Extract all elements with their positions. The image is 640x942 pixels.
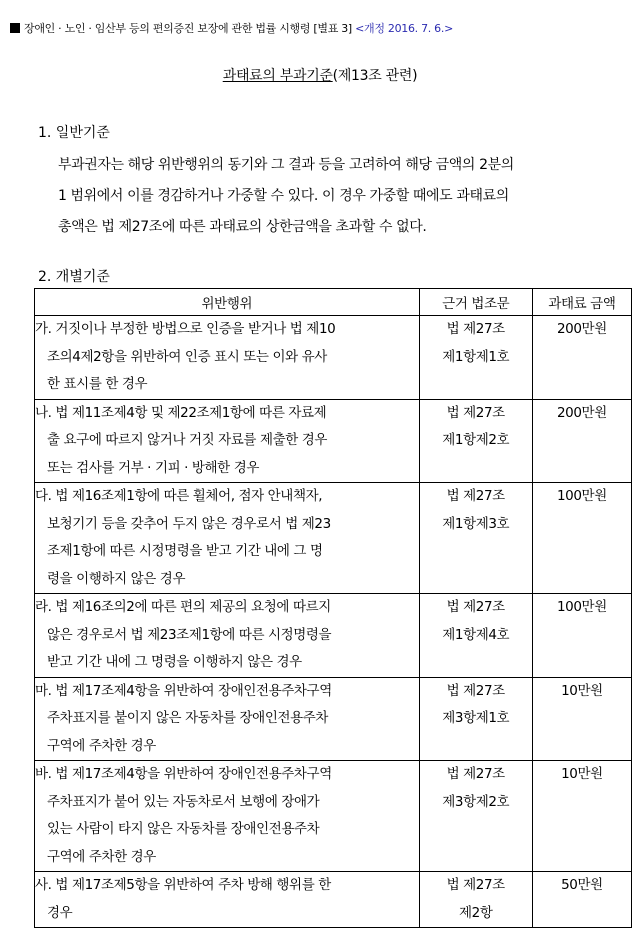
violation-cell bbox=[35, 594, 420, 678]
fine-amount-cell: 100만원 bbox=[532, 483, 631, 594]
legal-basis-cell bbox=[419, 594, 532, 678]
document-title bbox=[0, 65, 640, 85]
column-header-fine-amount: 과태료 금액 bbox=[532, 289, 631, 316]
general-text-line: 총액은 법 제27조에 따른 과태료의 상한금액을 초과할 수 없다. bbox=[58, 219, 427, 235]
table-row bbox=[35, 677, 632, 761]
violation-line: 바. 법 제17조제4항을 위반하여 장애인전용주차구역 bbox=[35, 766, 332, 782]
legal-basis-cell bbox=[419, 399, 532, 483]
title-sub: (제13조 관련) bbox=[332, 68, 418, 84]
legal-basis-cell bbox=[419, 677, 532, 761]
violation-line: 다. 법 제16조제1항에 따른 휠체어, 점자 안내책자, bbox=[35, 488, 323, 504]
general-criteria-text bbox=[58, 150, 626, 243]
legal-basis-line: 제2항 bbox=[458, 904, 493, 921]
legal-basis-line: 법 제27조 bbox=[446, 488, 505, 504]
violation-line: 한 표시를 한 경우 bbox=[47, 376, 148, 392]
legal-basis-cell bbox=[419, 316, 532, 400]
fine-amount-cell: 50만원 bbox=[532, 872, 631, 928]
violation-line: 라. 법 제16조의2에 따른 편의 제공의 요청에 따르지 bbox=[35, 599, 331, 615]
table-row bbox=[35, 316, 632, 400]
legal-basis-line: 법 제27조 bbox=[446, 599, 505, 615]
violation-line: 경우 bbox=[47, 904, 73, 921]
violation-line: 주차표지가 붙어 있는 자동차로서 보행에 장애가 bbox=[47, 793, 320, 810]
violation-line: 또는 검사를 거부 · 기피 · 방해한 경우 bbox=[47, 459, 259, 476]
legal-basis-line: 법 제27조 bbox=[446, 404, 505, 421]
violation-line: 조의4제2항을 위반하여 인증 표시 또는 이와 유사 bbox=[47, 348, 327, 365]
table-row bbox=[35, 483, 632, 594]
fine-amount-cell: 10만원 bbox=[532, 677, 631, 761]
fine-amount-cell: 200만원 bbox=[532, 316, 631, 400]
violation-cell bbox=[35, 761, 420, 872]
title-main: 과태료의 부과기준 bbox=[222, 68, 333, 84]
legal-basis-cell bbox=[419, 761, 532, 872]
violation-line: 구역에 주차한 경우 bbox=[47, 848, 156, 865]
legal-basis-line: 법 제27조 bbox=[446, 321, 505, 337]
legal-basis-line: 제3항제2호 bbox=[442, 793, 510, 810]
legal-basis-line: 제1항제3호 bbox=[442, 515, 510, 532]
violation-line: 가. 거짓이나 부정한 방법으로 인증을 받거나 법 제10 bbox=[35, 321, 336, 337]
document-header bbox=[10, 20, 453, 36]
violation-line: 보청기기 등을 갖추어 두지 않은 경우로서 법 제23 bbox=[47, 515, 331, 532]
general-criteria-heading: 1. 일반기준 bbox=[38, 125, 110, 141]
penalty-table bbox=[34, 288, 632, 928]
table-row bbox=[35, 399, 632, 483]
violation-line: 마. 법 제17조제4항을 위반하여 장애인전용주차구역 bbox=[35, 682, 332, 699]
legal-basis-line: 법 제27조 bbox=[446, 877, 505, 893]
violation-cell bbox=[35, 399, 420, 483]
legal-basis-line: 법 제27조 bbox=[446, 766, 505, 782]
table-row bbox=[35, 872, 632, 928]
violation-cell bbox=[35, 872, 420, 928]
violation-line: 령을 이행하지 않은 경우 bbox=[47, 570, 186, 587]
violation-line: 받고 기간 내에 그 명령을 이행하지 않은 경우 bbox=[47, 654, 302, 670]
square-bullet-icon bbox=[10, 23, 20, 33]
fine-amount-cell: 10만원 bbox=[532, 761, 631, 872]
violation-line: 나. 법 제11조제4항 및 제22조제1항에 따른 자료제 bbox=[35, 404, 327, 421]
legal-basis-line: 제1항제1호 bbox=[442, 348, 510, 365]
legal-basis-line: 법 제27조 bbox=[446, 682, 505, 699]
fine-amount-cell: 100만원 bbox=[532, 594, 631, 678]
violation-line: 있는 사람이 타지 않은 자동차를 장애인전용주차 bbox=[47, 821, 320, 837]
amendment-date-link[interactable]: <개정 2016. 7. 6.> bbox=[355, 22, 453, 35]
violation-cell bbox=[35, 316, 420, 400]
violation-line: 않은 경우로서 법 제23조제1항에 따른 시정명령을 bbox=[47, 626, 332, 643]
table-header-row bbox=[35, 289, 632, 316]
header-text: 장애인 · 노인 · 임산부 등의 편의증진 보장에 관한 법률 시행령 [별표 3] bbox=[24, 22, 352, 35]
violation-cell bbox=[35, 483, 420, 594]
individual-criteria-heading: 2. 개별기준 bbox=[38, 269, 110, 285]
violation-line: 주차표지를 붙이지 않은 자동차를 장애인전용주차 bbox=[47, 710, 329, 726]
column-header-legal-basis: 근거 법조문 bbox=[419, 289, 532, 316]
violation-line: 출 요구에 따르지 않거나 거짓 자료를 제출한 경우 bbox=[47, 432, 328, 448]
legal-basis-line: 제3항제1호 bbox=[442, 710, 510, 726]
table-row bbox=[35, 594, 632, 678]
legal-basis-line: 제1항제4호 bbox=[442, 626, 510, 643]
general-text-line: 부과권자는 해당 위반행위의 동기와 그 결과 등을 고려하여 해당 금액의 2분의 bbox=[58, 157, 514, 173]
legal-basis-cell bbox=[419, 483, 532, 594]
violation-line: 조제1항에 따른 시정명령을 받고 기간 내에 그 명 bbox=[47, 543, 323, 559]
column-header-violation: 위반행위 bbox=[35, 289, 420, 316]
legal-basis-line: 제1항제2호 bbox=[442, 432, 510, 448]
violation-cell bbox=[35, 677, 420, 761]
violation-line: 구역에 주차한 경우 bbox=[47, 737, 156, 754]
legal-basis-cell bbox=[419, 872, 532, 928]
table-row bbox=[35, 761, 632, 872]
general-text-line: 1 범위에서 이를 경감하거나 가중할 수 있다. 이 경우 가중할 때에도 과태료의 bbox=[58, 188, 509, 204]
fine-amount-cell: 200만원 bbox=[532, 399, 631, 483]
violation-line: 사. 법 제17조제5항을 위반하여 주차 방해 행위를 한 bbox=[35, 877, 331, 893]
